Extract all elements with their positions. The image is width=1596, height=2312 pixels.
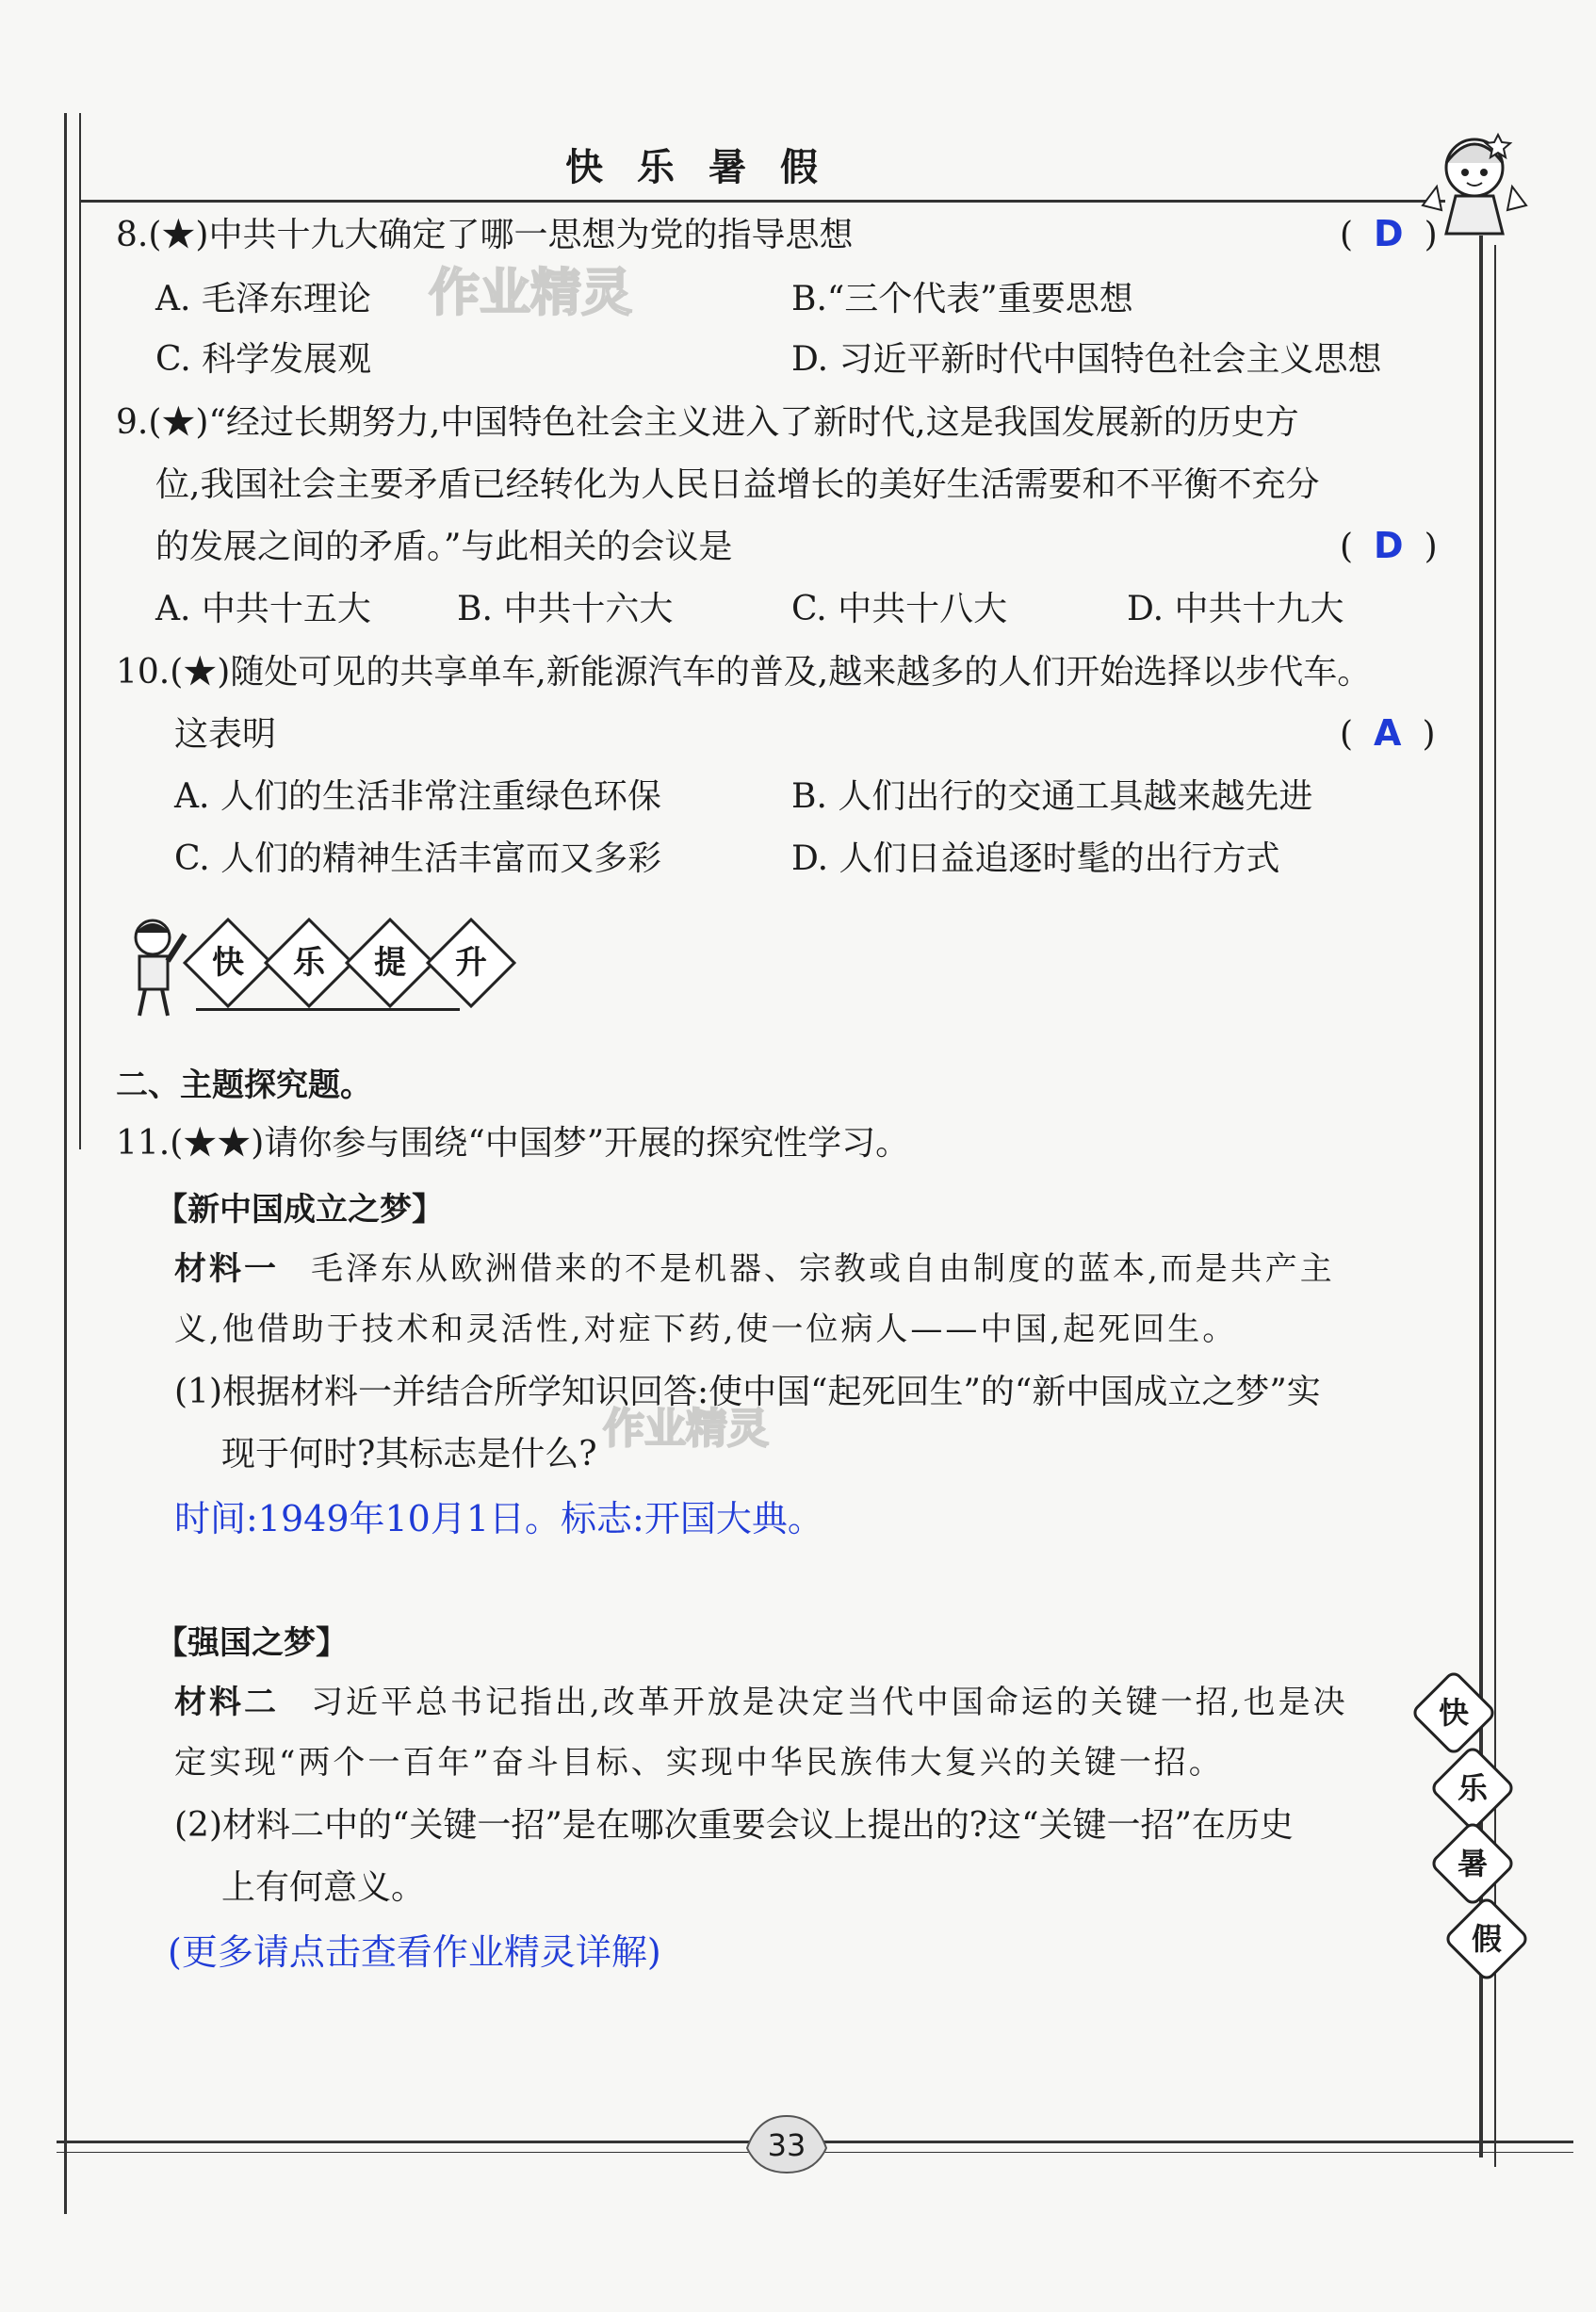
material2-line: 定实现“两个一百年”奋斗目标、实现中华民族伟大复兴的关键一招。 [174, 1744, 1224, 1782]
watermark: 作业精灵 [429, 263, 632, 322]
option: A. 毛泽东理论 [155, 280, 371, 318]
left-frame-line [64, 113, 67, 2214]
option: D. 习近平新时代中国特色社会主义思想 [791, 340, 1382, 379]
question-8-answer: ( D ) [1340, 213, 1438, 254]
page-number: 33 [767, 2127, 806, 2163]
option: B.“三个代表”重要思想 [791, 280, 1133, 318]
material1-label: 材料一 [174, 1250, 279, 1288]
question-9-answer: ( D ) [1340, 525, 1438, 566]
question-9-line: 9.(★)“经过长期努力,中国特色社会主义进入了新时代,这是我国发展新的历史方 [116, 403, 1299, 442]
question-10-line: 10.(★)随处可见的共享单车,新能源汽车的普及,越来越多的人们开始选择以步代车。 [116, 653, 1372, 692]
option: C. 科学发展观 [155, 340, 372, 379]
option: C. 人们的精神生活丰富而又多彩 [174, 839, 662, 878]
header-title: 快乐暑假 [565, 145, 852, 189]
material1-line: 材料一 毛泽东从欧洲借来的不是机器、宗教或自由制度的蓝本,而是共产主 [174, 1250, 1335, 1288]
dream2-title: 【强国之梦】 [155, 1624, 348, 1662]
subquestion-2-line: 上有何意义。 [221, 1868, 426, 1907]
question-10-line: 这表明 [174, 715, 277, 754]
side-tab-tile: 快 [1409, 1669, 1497, 1756]
question-11-stem: 11.(★★)请你参与围绕“中国梦”开展的探究性学习。 [116, 1124, 910, 1163]
option: C. 中共十八大 [791, 590, 1008, 628]
answer-letter: A [1374, 712, 1402, 754]
option: A. 中共十五大 [155, 590, 371, 628]
banner-tile: 乐 [264, 918, 354, 1008]
option: D. 人们日益追逐时髦的出行方式 [791, 839, 1280, 878]
subquestion-2-line: (2)材料二中的“关键一招”是在哪次重要会议上提出的?这“关键一招”在历史 [174, 1806, 1294, 1845]
option: B. 中共十六大 [457, 590, 674, 628]
subquestion-1-line: (1)根据材料一并结合所学知识回答:使中国“起死回生”的“新中国成立之梦”实 [174, 1373, 1321, 1411]
banner-tile: 提 [345, 918, 435, 1008]
banner-tile: 快 [183, 918, 273, 1008]
question-9-line: 位,我国社会主要矛盾已经转化为人民日益增长的美好生活需要和不平衡不充分 [155, 465, 1320, 504]
answer-letter: D [1374, 213, 1404, 254]
left-frame-line-inner [79, 113, 81, 1149]
banner-tile: 升 [426, 918, 516, 1008]
question-8-stem: 8.(★)中共十九大确定了哪一思想为党的指导思想 [116, 216, 854, 254]
side-tab-tile: 假 [1442, 1895, 1530, 1982]
answer-letter: D [1374, 525, 1404, 566]
material1-line: 义,他借助于技术和灵活性,对症下药,使一位病人——中国,起死回生。 [174, 1311, 1238, 1348]
header-rule [79, 200, 1445, 203]
question-10-answer: ( A ) [1340, 712, 1436, 754]
option: B. 人们出行的交通工具越来越先进 [791, 777, 1313, 816]
material2-label: 材料二 [174, 1684, 279, 1721]
dream1-title: 【新中国成立之梦】 [155, 1191, 444, 1229]
side-tab-tile: 暑 [1428, 1819, 1516, 1907]
subquestion-1-line: 现于何时?其标志是什么? [221, 1435, 597, 1473]
section-heading: 二、主题探究题。 [116, 1066, 372, 1104]
option: D. 中共十九大 [1127, 590, 1344, 628]
question-9-line: 的发展之间的矛盾。”与此相关的会议是 [155, 528, 733, 566]
answer-1: 时间:1949年10月1日。标志:开国大典。 [174, 1498, 823, 1539]
student-icon [122, 914, 188, 1018]
more-details-link[interactable]: (更多请点击查看作业精灵详解) [168, 1931, 661, 1973]
watermark: 作业精灵 [603, 1405, 769, 1453]
material2-line: 材料二 习近平总书记指出,改革开放是决定当代中国命运的关键一招,也是决 [174, 1684, 1348, 1721]
side-tab-tile: 乐 [1428, 1744, 1516, 1832]
option: A. 人们的生活非常注重绿色环保 [174, 777, 661, 816]
banner-kuaile-tisheng [122, 914, 487, 1018]
